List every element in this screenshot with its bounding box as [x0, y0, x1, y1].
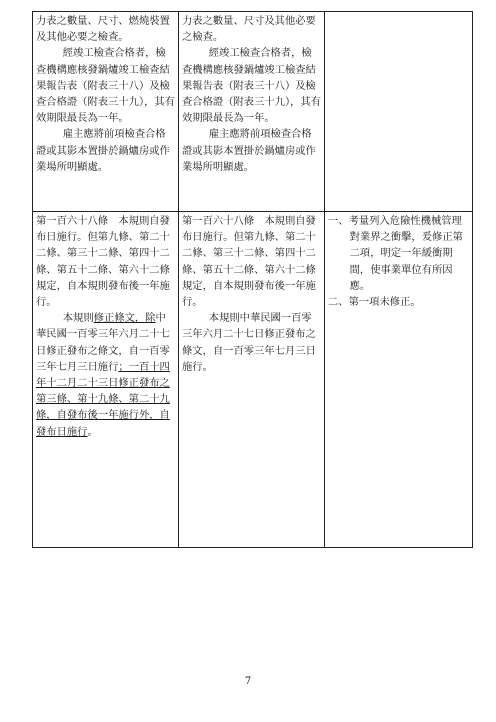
paragraph: 力表之數量、尺寸及其他必要之檢查。 [182, 15, 316, 44]
explanation-item: 二、第一項未修正。 [328, 296, 421, 309]
explanation-item: 一、考量列入危險性機械管理對業界之衝擊，爰修正第二項，明定一年緩衝期間，使事業單位有所因應。 [328, 215, 463, 292]
page-number: 7 [244, 676, 252, 687]
current-text-cell [179, 12, 325, 212]
current-clause: 本規則中華民國一百零三年六月二十七日修正發布之條文，自一百零三年七月三日施行。 [182, 312, 316, 373]
explanation-cell [325, 212, 473, 548]
paragraph: 雇主應將前項檢查合格證或其影本置掛於鍋爐房或作業場所明顯處。 [36, 128, 170, 173]
clause-text: 。 [87, 425, 98, 438]
current-text-cell [179, 212, 325, 548]
amended-text-cell [33, 12, 179, 212]
paragraph: 雇主應將前項檢查合格證或其影本置掛於鍋爐房或作業場所明顯處。 [182, 128, 316, 173]
amendment-underline: ；一百十四年十二月二十三日修正發布之第三條、第十九條、第二十九條，自發布後一年施行外，自發布日施行 [36, 360, 170, 438]
clause-text: 本規則 [62, 312, 94, 325]
article-168-amended: 第一百六十八條 本規則自發布日施行。但第九條、第二十二條、第三十二條、第四十二條、第五十二條、第六十二條規定，自本規則發布後一年施行。 [36, 215, 170, 309]
amended-text-cell [33, 212, 179, 548]
paragraph: 經竣工檢查合格者，檢查機構應核發鍋爐竣工檢查結果報告表（附表三十八）及檢查合格證（附表三十九），其有效期限最長為一年。 [36, 47, 176, 125]
table-row [33, 12, 473, 212]
amended-clause [36, 310, 175, 440]
table-row [33, 212, 473, 548]
amendment-underline: 修正條文，除 [93, 312, 156, 325]
article-168-current: 第一百六十八條 本規則自發布日施行。但第九條、第二十二條、第三十二條、第四十二條、第五十二條、第六十二條規定，自本規則發布後一年施行。 [182, 215, 316, 309]
clause-text: 中華民國一百零三年六月二十七日修正發布之條文，自一百零三年七月三日施行 [36, 312, 170, 373]
amendment-comparison-table [32, 11, 473, 548]
explanation-cell [325, 12, 473, 212]
paragraph: 經竣工檢查合格者，檢查機構應核發鍋爐竣工檢查結果報告表（附表三十八）及檢查合格證（附表三十九），其有效期限最長為一年。 [182, 47, 322, 125]
paragraph: 力表之數量、尺寸、燃燒裝置及其他必要之檢查。 [36, 15, 170, 44]
